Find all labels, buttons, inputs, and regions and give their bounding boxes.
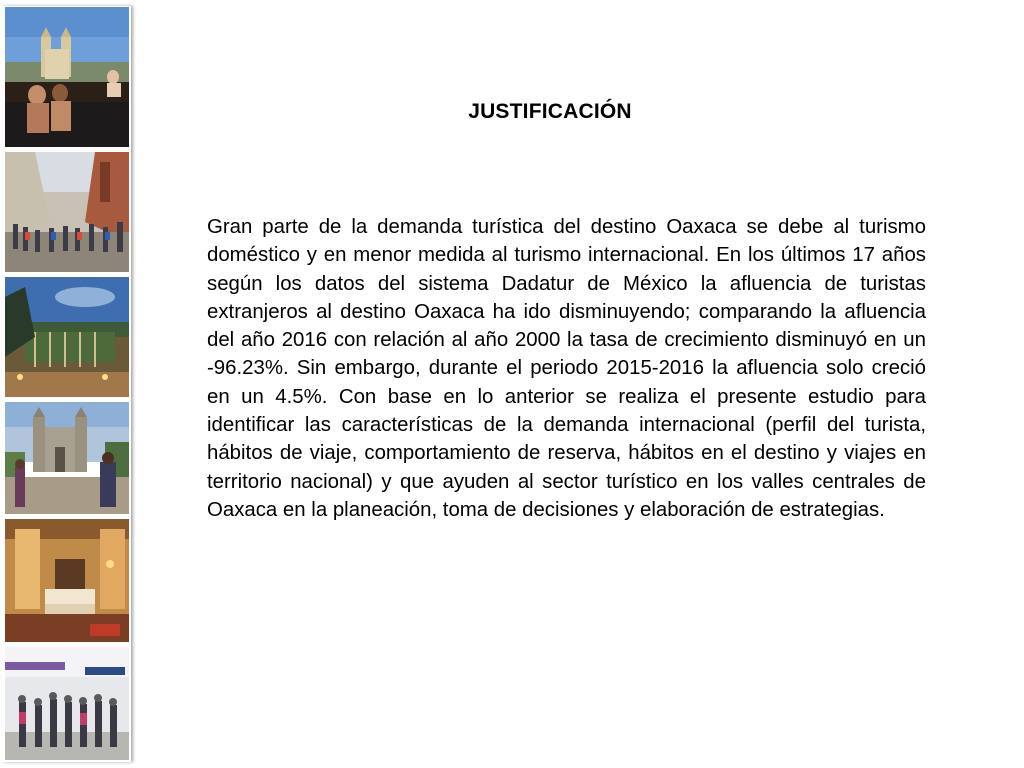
slide-title: JUSTIFICACIÓN <box>468 100 632 123</box>
airport-travelers-photo <box>5 647 129 760</box>
hotel-room-photo <box>5 519 129 642</box>
pedestrian-street-photo <box>5 152 129 272</box>
tourists-pool-cathedral-photo <box>5 7 129 147</box>
garden-terrace-photo <box>5 277 129 397</box>
photo-strip <box>2 6 131 762</box>
church-plaza-photo <box>5 402 129 514</box>
body-paragraph: Gran parte de la demanda turística del destino Oaxaca se debe al turismo doméstico y en menor medida al turismo internacional. En los últimos 17 años según los datos del sistema Dadatur de México la afluencia de turistas extranjeros al destino Oaxaca ha ido disminuyendo; comparando la afluencia del año 2016 con relación al año 2000 la tasa de crecimiento disminuyó en un -96.23%. Sin embargo, durante el periodo 2015-2016 la afluencia solo creció en un 4.5%. Con base en lo anterior se realiza el presente estudio para identificar las características de la demanda internacional (perfil del turista, hábitos de viaje, comportamiento de reserva, hábitos en el destino y viajes en territorio nacional) y que ayuden al sector turístico en los valles centrales de Oaxaca en la planeación, toma de decisiones y elaboración de estrategias. <box>207 216 926 521</box>
